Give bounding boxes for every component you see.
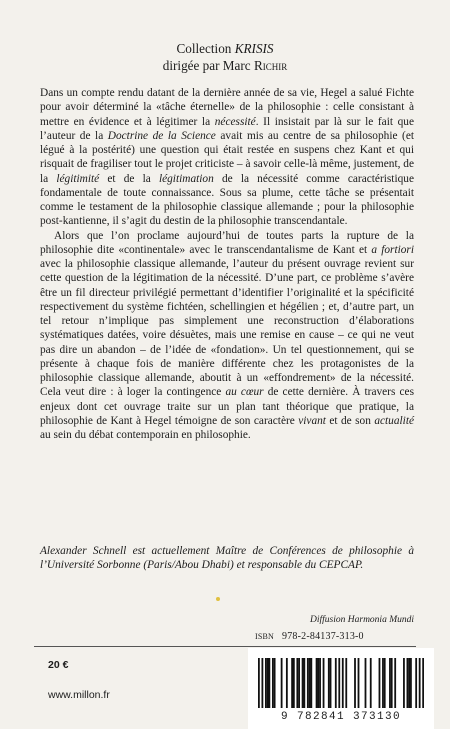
- barcode-number: 9 782841 373130: [280, 711, 402, 723]
- barcode-bar: [391, 658, 393, 708]
- barcode-panel: [248, 648, 434, 729]
- barcode-bar: [342, 658, 344, 708]
- barcode-bar: [293, 658, 295, 708]
- barcode-bar: [403, 658, 405, 708]
- barcode-bar: [307, 658, 309, 708]
- body-text-run: et de son: [325, 414, 375, 427]
- collection-name: KRISIS: [234, 41, 274, 56]
- collection-label: Collection: [176, 41, 235, 56]
- author-bio: Alexander Schnell est actuellement Maître de Conférences de philosophie à l’Université Sorbonne (Paris/Abou Dhabi) et responsable du CEPCAP.: [40, 545, 414, 572]
- emphasis-text: Doctrine de la Science: [107, 129, 216, 142]
- body-text-run: de la nécessité comme caractéristique fondamentale de toute connaissance. Sous sa plume, cette tâche se présentait comme le testament de la philosophie classique allemande ; pour la philosophie post-kantienne, il s’agit du destin de la philosophie transcendantale.: [40, 172, 414, 228]
- emphasis-text: actualité: [374, 414, 415, 427]
- isbn-value: 978-2-84137-313-0: [282, 631, 364, 642]
- collection-header: [0, 40, 450, 74]
- barcode-bar: [286, 658, 288, 708]
- emphasis-text: légitimité: [56, 172, 100, 185]
- barcode-bar: [338, 658, 340, 708]
- barcode-bar: [389, 658, 391, 708]
- barcode-bar: [267, 658, 269, 708]
- emphasis-text: au cœur: [225, 386, 264, 399]
- blurb-paragraph-1: [40, 86, 414, 229]
- barcode-bar: [258, 658, 260, 708]
- director-line: [0, 57, 450, 74]
- blurb: [40, 86, 414, 442]
- barcode-bar: [272, 658, 274, 708]
- barcode-bar: [298, 658, 300, 708]
- divider: [34, 646, 416, 647]
- body-text-run: Dans un compte rendu datant de la dernière année de sa vie, Hegel a salué Fichte pour avoir déterminé la «tâche éternelle» de la philosophie : celle consistant à mettre en évidence et à légitimer la: [40, 87, 414, 128]
- isbn-label: ISBN: [255, 632, 275, 641]
- barcode-bar: [296, 658, 298, 708]
- barcode-bar: [382, 658, 384, 708]
- barcode-bar: [303, 658, 305, 708]
- barcode-bar: [358, 658, 360, 708]
- barcode-bar: [323, 658, 325, 708]
- body-text-run: avait mis au centre de sa philosophie (et légué à la postérité) une question qui était restée en suspens chez Kant et qui risquait de fragiliser tout le projet criticiste – à savoir celle-là même, justement, de la: [40, 129, 415, 185]
- barcode-bar: [415, 658, 417, 708]
- barcode-bar: [365, 658, 367, 708]
- barcode-bar: [384, 658, 386, 708]
- collection-line: [0, 40, 450, 57]
- barcode-bar: [328, 658, 330, 708]
- body-text-run: de cette dernière. À travers ces enjeux dont cet ouvrage traite sur un plan tant théorique que pratique, la philosophie de Kant à Hegel témoigne de son caractère: [40, 386, 414, 427]
- barcode-bar: [316, 658, 318, 708]
- emphasis-text: légitimation: [158, 172, 214, 185]
- barcode-bar: [379, 658, 381, 708]
- director-surname: Richir: [253, 58, 288, 73]
- barcode-bar: [330, 658, 332, 708]
- barcode-bar: [407, 658, 409, 708]
- barcode-bar: [261, 658, 263, 708]
- isbn-line: [255, 631, 364, 642]
- website-link[interactable]: www.millon.fr: [48, 689, 110, 701]
- blurb-paragraph-2: [40, 229, 414, 443]
- barcode-bar: [354, 658, 356, 708]
- director-label: dirigée par Marc: [162, 58, 254, 73]
- body-text-run: et de la: [99, 172, 159, 185]
- barcode-bar: [302, 658, 304, 708]
- emphasis-text: a fortiori: [371, 243, 414, 256]
- barcode-bar: [370, 658, 372, 708]
- decorative-dot: [216, 597, 220, 601]
- barcode-bar: [422, 658, 424, 708]
- barcode-bar: [281, 658, 283, 708]
- barcode-graphic: [258, 658, 424, 708]
- barcode-bar: [319, 658, 321, 708]
- barcode-bar: [274, 658, 276, 708]
- barcode-bar: [345, 658, 347, 708]
- distributor: Diffusion Harmonia Mundi: [310, 615, 414, 625]
- barcode-bar: [394, 658, 396, 708]
- barcode-bar: [291, 658, 293, 708]
- barcode-bar: [317, 658, 319, 708]
- barcode-bar: [309, 658, 311, 708]
- barcode-bar: [408, 658, 410, 708]
- barcode-bar: [265, 658, 267, 708]
- price: 20 €: [48, 659, 69, 671]
- barcode-bar: [419, 658, 421, 708]
- emphasis-text: vivant: [298, 414, 326, 427]
- body-text-run: Alors que l’on proclame aujourd’hui de toutes parts la rupture de la philosophie dite «continentale» avec le transcendantalisme de Kant et: [40, 229, 414, 256]
- barcode-bar: [410, 658, 412, 708]
- body-text-run: au sein du débat contemporain en philosophie.: [40, 429, 251, 441]
- body-text-run: avec la philosophie classique allemande, l’auteur du présent ouvrage revient sur cette question de la légitimation de la nécessité. D’une part, ce problème s’avère être un fil directeur privilégié permettant d’identifier l’originalité et la spécificité respectivement du système fichtéen, schellingien et hégélien ; et, d’autre part, un tel retour n’implique pas simplement une reconstruction d’élaborations systématiques datées, voire désuètes, mais une remise en cause – ce qui ne veut pas dire un abandon – de l’idée de «fondation». Un tel questionnement, qui se présente à chaque fois de manière différente chez les protagonistes de la philosophie classique allemande, aboutit à un «effondrement» de la nécessité. Cela veut dire : à loger la contingence: [40, 258, 414, 399]
- barcode-bar: [268, 658, 270, 708]
- body-text-run: . Il insistait par là sur le fait que l’auteur de la: [40, 115, 414, 142]
- emphasis-text: nécessité: [214, 115, 256, 128]
- barcode-bar: [310, 658, 312, 708]
- barcode-bar: [335, 658, 337, 708]
